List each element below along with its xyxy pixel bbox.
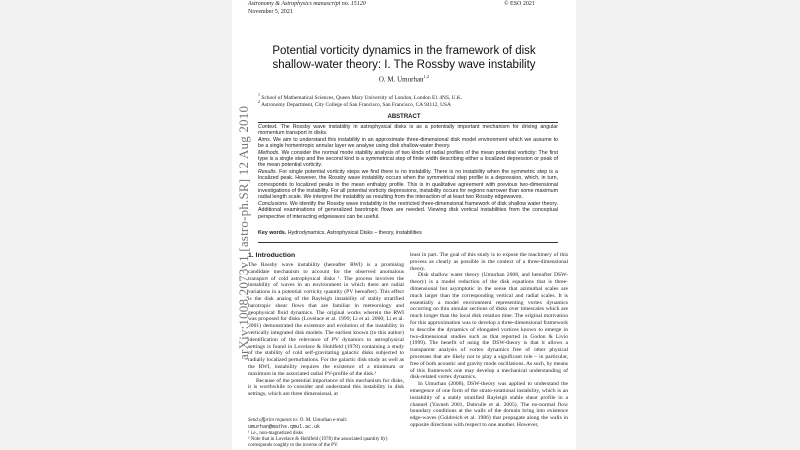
keywords-label: Key words. xyxy=(258,230,287,236)
abstract-methods xyxy=(258,150,558,169)
abstract-bottom-rule xyxy=(258,242,558,243)
aims-label: Aims. xyxy=(258,136,272,143)
keywords-text: Hydrodynamics, Astrophysical Disks – theory, instabilities xyxy=(287,230,422,236)
affiliation-2-num: 2 xyxy=(258,99,260,104)
left-column xyxy=(248,262,404,398)
footnotes xyxy=(248,418,404,449)
title-line-2: shallow-water theory: I. The Rossby wave instability xyxy=(272,59,536,71)
methods-text: We consider the normal mode stability analysis of two kinds of radial profiles of the mean potential vorticity: The first type is a single step and the second kind is a symmetrical step of finite width describing either a localized depression or peak of the mean potential vorticity. xyxy=(258,149,558,169)
abstract-body xyxy=(258,124,558,220)
intro-paragraph-5: In Umurhan (2008), DSW-theory was applied to understand the emergence of one form of the strato-rotational instability, which is an instability of a stably stratified Rayleigh stable shear profile in a channel (Yavneh 2001, Dubrulle et al. 2005). The no-normal flow boundary conditions at the walls of the domain bring into existence edge-waves (Goldreich et al. 1986) that propagate along the walls in opposite directions with respect to one another. However, xyxy=(410,381,568,428)
correspondence-label: Send offprint requests to: xyxy=(248,418,299,423)
abstract-heading: ABSTRACT xyxy=(387,114,421,120)
correspondence-note xyxy=(248,418,404,431)
aims-text: We aim to understand this instability in an approximate three-dimensional disk model environment which we assume to be a single homentropic annular layer we analyse using disk shallow-water theory. xyxy=(258,136,558,150)
abstract-results xyxy=(258,169,558,201)
footnote-2: ² Note that in Lovelace & Hohlfeld (1978) the associated quantity f(r) corresponds roughly to the inverse of the PV. xyxy=(248,437,388,448)
title-line-1: Potential vorticity dynamics in the framework of disk xyxy=(272,45,536,57)
context-text: The Rossby wave instability in astrophysical disks is as a potentially important mechanism for driving angular momentum transport in disks. xyxy=(258,124,558,137)
intro-paragraph-2: Because of the potential importance of this mechanism for disks, it is worthwhile to consider and understand this instability in disk settings, which are three dimensional, at xyxy=(248,377,404,398)
abstract-top-rule xyxy=(258,122,558,123)
right-column xyxy=(410,252,568,429)
arxiv-stamp-text: arXiv:1008.2073v1 [astro-ph.SR] 12 Aug 2010 xyxy=(236,105,251,360)
abstract-conclusions xyxy=(258,201,558,220)
abstract-context xyxy=(258,124,558,137)
keywords-line xyxy=(258,230,558,236)
conclusions-text: We identify the Rossby wave instability in the restricted three-dimensional framework of disk shallow water theory. Additional examinations of generalized barotropic flows are needed. Viewing disk vortical instabilities from the conceptual perspective of interacting edgewaves can be useful. xyxy=(258,200,558,220)
section-heading-introduction: 1. Introduction xyxy=(248,252,296,259)
affiliation-2-text: Astronomy Department, City College of San Francisco, San Francisco, CA 94112, USA xyxy=(261,101,451,108)
intro-paragraph-4: Disk shallow water theory (Umurhan 2008, and hereafter DSW-theory) is a model reduction of the disk equations that is three-dimensional but asymptotic in the sense that azimuthal scales are much larger than the corresponding vertical and radial scales. It is essentially a model environment representing vortex dynamics occurring on thin annular sections of disks over timescales which are much longer than the local disk rotation time. The original motivation for this approximation was to develop a three-dimensional framework to describe the dynamics of elongated vortices known to emerge in two-dimensional studies such as that reported in Godon & Livio (1999). The benefit of using the DSW-theory is that it allows a transparent analysis of vortex dynamics free of other physical processes that are likely not to play a significant role – in particular, free of both acoustic and gravity mode oscillations. As such, by means of this framework one may develop a mechanical understanding of disk-related vortex dynamics. xyxy=(410,272,568,381)
correspondence-text: O. M. Umurhan e-mail: xyxy=(299,418,348,423)
context-label: Context. xyxy=(258,124,278,130)
journal-header: Astronomy & Astrophysics manuscript no. 15120 xyxy=(248,1,366,7)
paper-title xyxy=(248,44,560,72)
left-background xyxy=(0,0,232,450)
right-background xyxy=(576,0,800,450)
abstract-aims xyxy=(258,137,558,150)
results-text: For single potential vorticity steps we find there is no instability. There is no instability when the symmetric step is a localized peak. However, the Rossby wave instability occurs when the symmetrical step profile is a depression, which, in turn, corresponds to localized peaks in the mean enthalpy profile. This is in qualitative agreement with previous two-dimensional investigations of the instability. For all potential vorticity depressions, instability occurs for regions narrower than some maximum radial length scale. We interpret the instability as resulting from the interaction of at least two Rossby edgewaves. xyxy=(258,168,558,201)
affiliation-1-num: 1 xyxy=(258,92,260,97)
intro-paragraph-1: The Rossby wave instability (hereafter RWI) is a promising candidate mechanism to account for the observed anomalous transport of cold astrophysical disks ¹. The process involves the instability of waves in an environment in which there are radial variations in a potential vorticity quantity (PV hereafter). This effect is the disk analog of the Rayleigh instability of stably stratified barotropic shear flows that are familiar in meteorology and geophysical fluid dynamics. The original works wherein the RWI was proposed for disks (Lovelace et al. 1999; Li et al. 2000; Li et al. 2001) demonstrated the existence and evolution of the instability in vertically integrated disk models. The earliest known (to this author) identification of the relevance of PV dynamics to astrophysical settings is found in Lovelace & Hohlfeld (1978) containing a study of the stability of cold self-gravitating galactic disks subjected to radially localized perturbations. For the galactic disk study as well as the RWI, instability requires the existence of a minimum or maximum in the associated radial PV-profile of the disk.² xyxy=(248,262,404,377)
results-label: Results. xyxy=(258,168,278,175)
author-line xyxy=(248,74,560,83)
affiliation-2 xyxy=(258,99,558,108)
affiliation-1-text: School of Mathematical Sciences, Queen Mary University of London, London E1 4NS, U.K. xyxy=(261,94,463,101)
footnote-1: ¹ i.e., non-magnetized disks xyxy=(248,431,304,436)
correspondence-email: umurhan@maths.qmul.ac.uk xyxy=(248,424,321,430)
intro-paragraph-3: least in part. The goal of this study is to expose the machinery of this process as clearly as possible in the context of a three-dimensional theory. xyxy=(410,252,568,272)
manuscript-date: November 5, 2021 xyxy=(248,9,293,15)
conclusions-label: Conclusions. xyxy=(258,200,289,207)
copyright-notice: © ESO 2021 xyxy=(504,1,535,7)
author-name: O. M. Umurhan xyxy=(378,75,424,84)
methods-label: Methods. xyxy=(258,149,280,156)
author-affil-marks: 1,2 xyxy=(423,74,430,79)
